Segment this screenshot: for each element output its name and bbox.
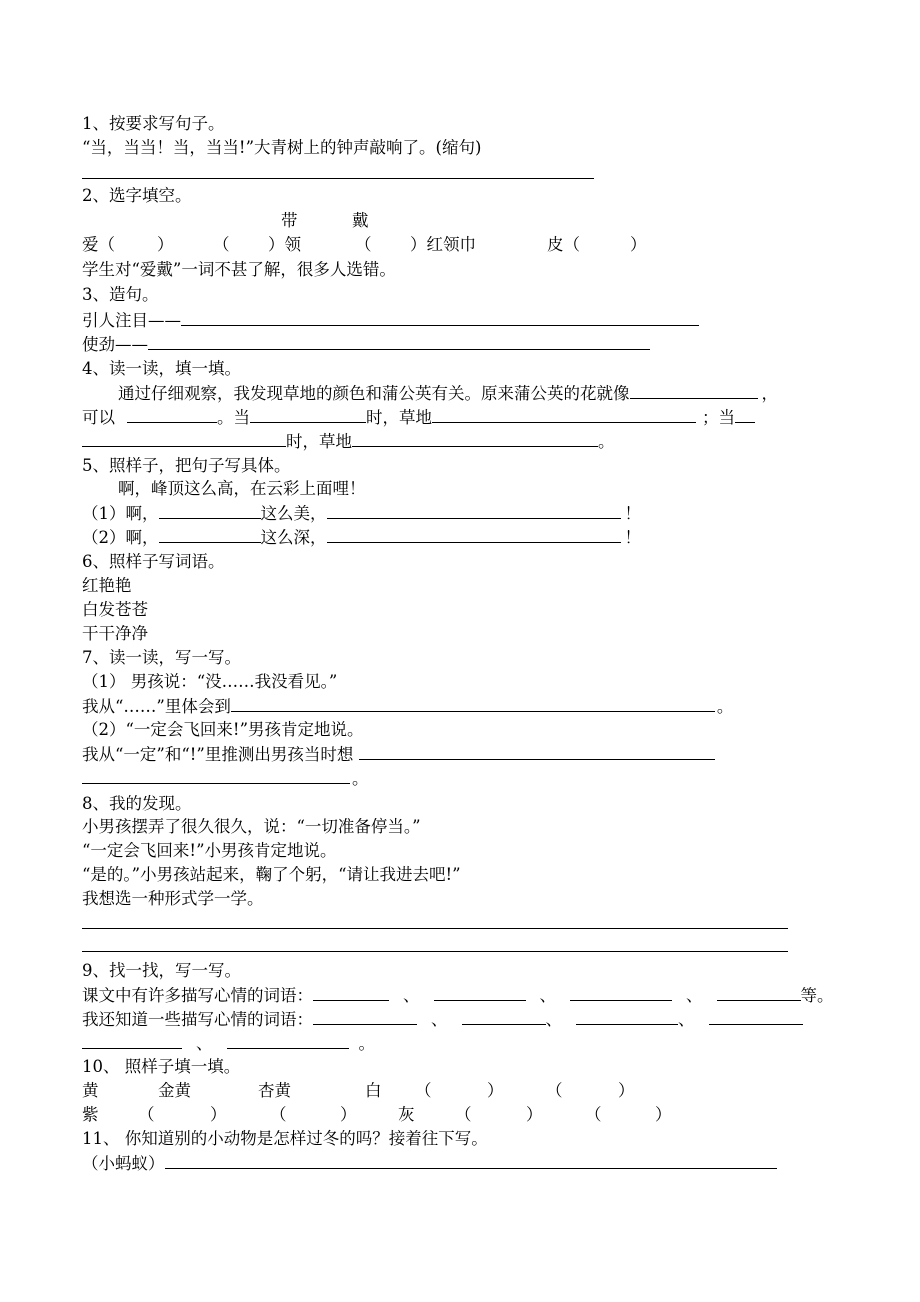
q4-text-2a: 可以 <box>82 408 115 427</box>
q2-item-4-close: ） <box>630 235 647 254</box>
q2-item-1-open: 爱（ <box>82 235 115 254</box>
q2-item-1-close: ） <box>157 235 174 254</box>
q9-sep-4: 、 <box>431 1010 448 1029</box>
q10-row1-base2: 白 <box>365 1081 382 1100</box>
q5-item-1-blank-2[interactable] <box>327 502 621 519</box>
q4-text-1: 通过仔细观察，我发现草地的颜色和蒲公英有关。原来蒲公英的花就像 <box>118 384 630 403</box>
q2-option-1: 带 <box>281 211 298 230</box>
q8-line-2: “一定会飞回来!”小男孩肯定地说。 <box>82 841 337 860</box>
q7-blank-2[interactable] <box>359 743 715 760</box>
q8-answer-line-1[interactable] <box>82 928 788 929</box>
q9-blank-9[interactable] <box>82 1032 182 1049</box>
q9-sep-5: 、 <box>545 1010 562 1029</box>
q2-item-3-open: （ <box>355 235 372 254</box>
q7-line-2-end: 。 <box>716 697 734 716</box>
q4-blank-6[interactable] <box>82 430 286 447</box>
q10-row1-blank2-close: ） <box>618 1081 635 1100</box>
q9-line-2 <box>82 1008 803 1032</box>
q2-item-2-open: （ <box>213 235 230 254</box>
q4-text-2b: 。当 <box>217 408 250 427</box>
q10-row1-blank2-open[interactable]: （ <box>546 1081 563 1100</box>
q7-line-3: （2）“一定会飞回来!”男孩肯定地说。 <box>82 720 364 739</box>
q10-row2-blank2-close: ） <box>340 1105 357 1124</box>
q11-blank[interactable] <box>165 1152 777 1169</box>
q10-row1-ex1: 金黄 <box>158 1081 191 1100</box>
q2-item-2-close: ）领 <box>268 235 301 254</box>
q4-title: 4、读一读，填一填。 <box>82 359 241 378</box>
q1-answer-line[interactable] <box>82 178 594 179</box>
q5-item-2-b: 这么深， <box>260 528 327 547</box>
q10-row2-blank1-open[interactable]: （ <box>138 1105 155 1124</box>
q9-line-1-text: 课文中有许多描写心情的词语： <box>82 986 313 1005</box>
q5-item-1-blank-1[interactable] <box>159 502 261 519</box>
q7-line-5 <box>82 767 369 791</box>
q7-line-2-text: 我从“……”里体会到 <box>82 697 231 716</box>
q9-sep-1: 、 <box>403 986 420 1005</box>
q9-line-1-end: 等。 <box>800 986 834 1005</box>
q5-item-1-a: （1）啊， <box>82 504 159 523</box>
q5-example: 啊，峰顶这么高，在云彩上面哩！ <box>118 479 366 498</box>
q10-row2-base: 紫 <box>82 1105 99 1124</box>
q2-note: 学生对“爱戴”一词不甚了解，很多人选错。 <box>82 260 396 279</box>
q3-item-2 <box>82 333 650 357</box>
q5-item-2 <box>82 526 641 550</box>
q11-line <box>82 1152 777 1176</box>
q10-row2-blank1-close: ） <box>210 1105 227 1124</box>
q4-blank-4[interactable] <box>432 406 696 423</box>
q4-comma: ， <box>761 384 778 403</box>
q9-blank-10[interactable] <box>227 1032 349 1049</box>
q10-row2-blank3-close: ） <box>526 1105 543 1124</box>
q7-line-4 <box>82 743 715 767</box>
q3-item-1-blank[interactable] <box>181 309 699 326</box>
q5-item-1 <box>82 502 641 526</box>
q4-blank-3[interactable] <box>250 406 366 423</box>
q7-line-4-text: 我从“一定”和“!”里推测出男孩当时想 <box>82 745 354 764</box>
q7-blank-3[interactable] <box>82 767 350 784</box>
q9-title: 9、找一找，写一写。 <box>82 961 241 980</box>
q10-row2-blank4-open[interactable]: （ <box>585 1105 602 1124</box>
q5-item-2-a: （2）啊， <box>82 528 159 547</box>
q9-sep-6: 、 <box>678 1010 695 1029</box>
q9-line-2-text: 我还知道一些描写心情的词语： <box>82 1010 313 1029</box>
q9-blank-5[interactable] <box>313 1008 417 1025</box>
q4-line-2 <box>82 406 755 430</box>
q10-title: 10、 照样子填一填。 <box>82 1057 241 1076</box>
q3-item-1-label: 引人注目—— <box>82 311 181 330</box>
q2-item-4-open: 皮（ <box>547 235 580 254</box>
q7-line-2 <box>82 695 733 719</box>
q1-title: 1、按要求写句子。 <box>82 114 225 133</box>
q4-text-2c: 时，草地 <box>366 408 432 427</box>
q10-row2-blank4-close: ） <box>655 1105 672 1124</box>
q4-blank-5[interactable] <box>735 406 755 423</box>
q5-title: 5、照样子，把句子写具体。 <box>82 456 291 475</box>
q8-line-1: 小男孩摆弄了很久很久，说：“一切准备停当。” <box>82 817 421 836</box>
q3-item-2-label: 使劲—— <box>82 335 148 354</box>
q5-item-2-blank-2[interactable] <box>327 526 621 543</box>
q4-blank-1[interactable] <box>630 382 758 399</box>
q7-line-5-end: 。 <box>352 769 369 788</box>
q9-line-3 <box>82 1032 375 1056</box>
q4-line-3 <box>82 430 615 454</box>
q9-blank-6[interactable] <box>462 1008 546 1025</box>
q10-row2-base2: 灰 <box>398 1105 415 1124</box>
q9-blank-3[interactable] <box>570 984 672 1001</box>
q4-line-1 <box>118 382 778 406</box>
q4-blank-2[interactable] <box>127 406 217 423</box>
q3-item-2-blank[interactable] <box>148 333 650 350</box>
q5-item-1-c: ！ <box>624 504 641 523</box>
q11-title: 11、 你知道别的小动物是怎样过冬的吗？接着往下写。 <box>82 1129 488 1148</box>
q2-item-3-close: ）红领巾 <box>410 235 476 254</box>
q9-blank-2[interactable] <box>434 984 526 1001</box>
q9-blank-8[interactable] <box>709 1008 803 1025</box>
q6-word-1: 红艳艳 <box>82 576 132 595</box>
q1-sentence: “当，当当！当，当当!”大青树上的钟声敲响了。(缩句) <box>82 138 482 157</box>
q10-row1-blank1-close: ） <box>487 1081 504 1100</box>
q9-sep-2: 、 <box>539 986 556 1005</box>
q5-item-2-c: ！ <box>624 528 641 547</box>
q9-line-3-end: 。 <box>358 1034 375 1053</box>
q9-blank-1[interactable] <box>313 984 389 1001</box>
q9-blank-7[interactable] <box>576 1008 678 1025</box>
q11-prefix: （小蚂蚁） <box>82 1154 165 1173</box>
q4-text-3a: 时，草地 <box>286 432 352 451</box>
q9-line-1 <box>82 984 834 1008</box>
q2-title: 2、选字填空。 <box>82 186 192 205</box>
q6-word-3: 干干净净 <box>82 624 148 643</box>
q7-line-1: （1） 男孩说：“没……我没看见。” <box>82 672 338 691</box>
q8-line-3: “是的。”小男孩站起来，鞠了个躬，“请让我进去吧!” <box>82 865 461 884</box>
q8-title: 8、我的发现。 <box>82 794 192 813</box>
q9-sep-3: 、 <box>686 986 703 1005</box>
q10-row1-base: 黄 <box>82 1081 99 1100</box>
q8-answer-line-2[interactable] <box>82 951 788 952</box>
q6-title: 6、照样子写词语。 <box>82 552 225 571</box>
q7-blank-1[interactable] <box>231 695 715 712</box>
q10-row2-blank3-open[interactable]: （ <box>455 1105 472 1124</box>
q10-row1-blank1-open[interactable]: （ <box>415 1081 432 1100</box>
q9-blank-4[interactable] <box>717 984 801 1001</box>
q4-blank-7[interactable] <box>352 430 598 447</box>
q2-option-2: 戴 <box>352 211 369 230</box>
q3-item-1 <box>82 309 699 333</box>
q4-text-3b: 。 <box>598 432 615 451</box>
q4-text-2d: ；当 <box>702 408 735 427</box>
q7-title: 7、读一读，写一写。 <box>82 648 241 667</box>
q6-word-2: 白发苍苍 <box>82 600 148 619</box>
q3-title: 3、造句。 <box>82 285 159 304</box>
q10-row1-ex2: 杏黄 <box>258 1081 291 1100</box>
q5-item-2-blank-1[interactable] <box>159 526 261 543</box>
q9-sep-7: 、 <box>196 1034 213 1053</box>
q8-line-4: 我想选一种形式学一学。 <box>82 889 264 908</box>
q10-row2-blank2-open[interactable]: （ <box>270 1105 287 1124</box>
q5-item-1-b: 这么美， <box>260 504 327 523</box>
